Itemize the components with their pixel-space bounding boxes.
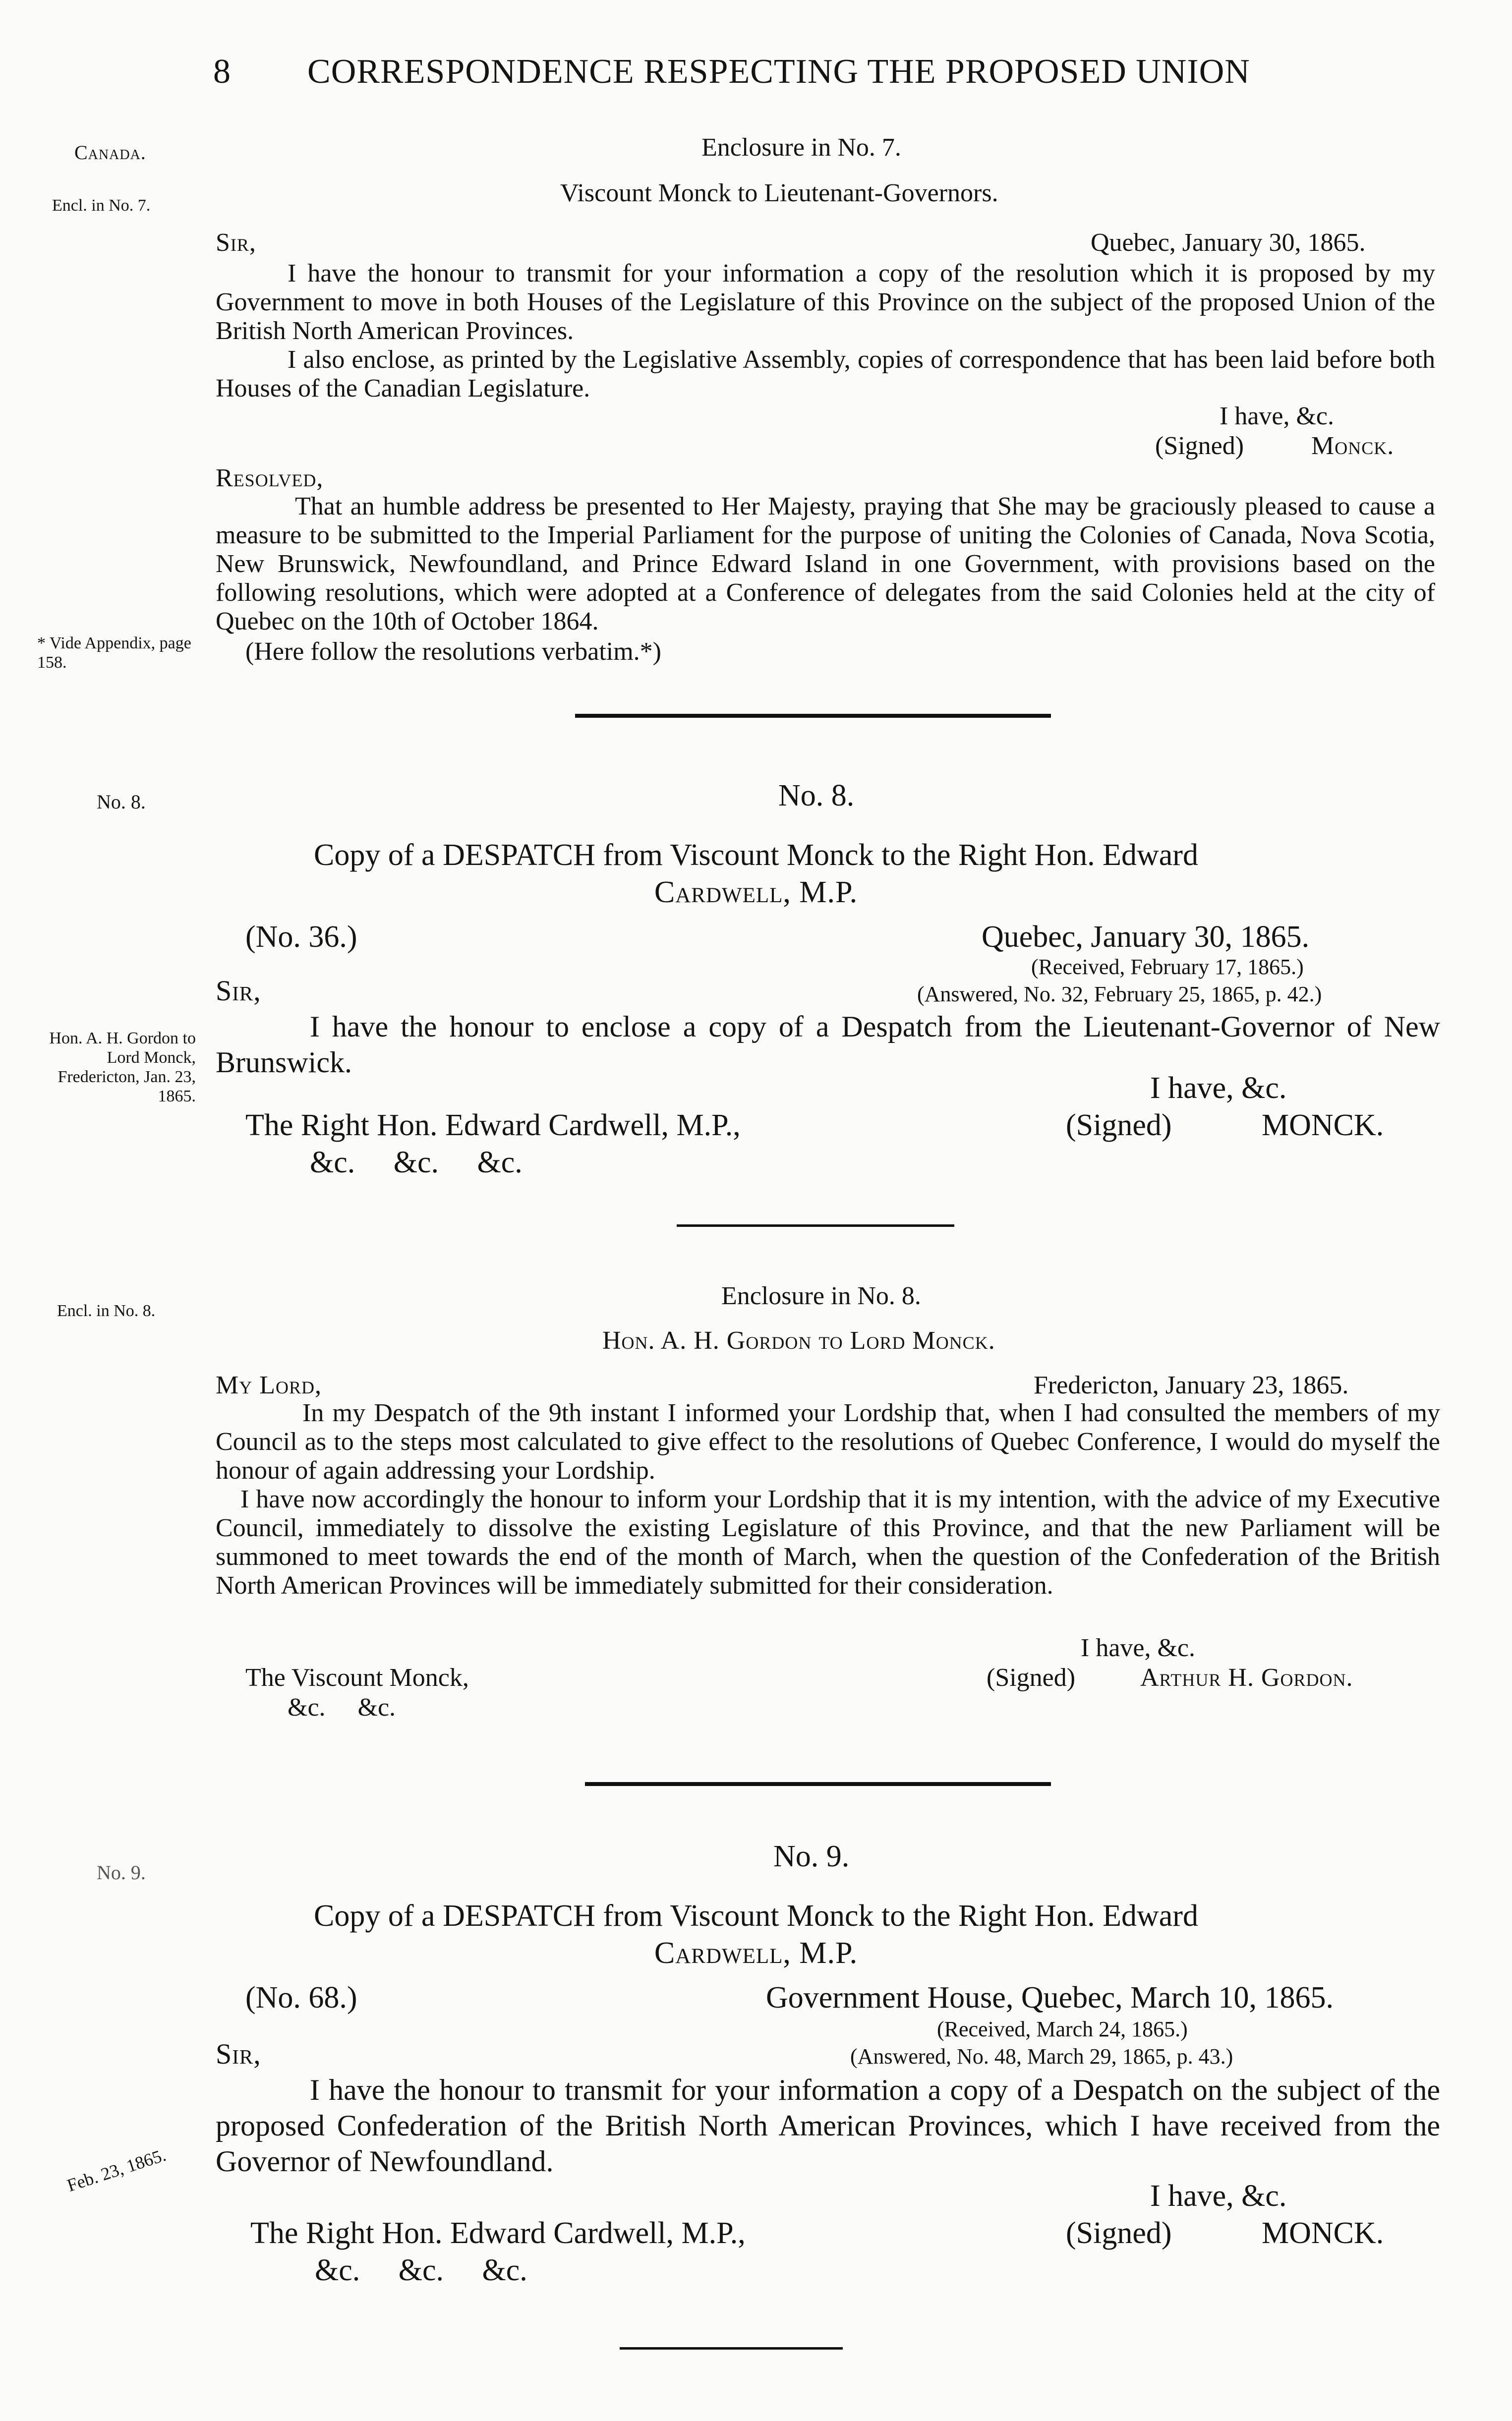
closing: I have, &c.: [1150, 2179, 1287, 2213]
addressee: The Viscount Monck,: [245, 1664, 469, 1692]
addressee-etc: &c. &c. &c.: [315, 2253, 527, 2287]
salutation: Sir,: [216, 229, 256, 257]
despatch-ref: (No. 68.): [245, 1981, 357, 2015]
section-number: No. 8.: [778, 779, 855, 812]
closing: I have, &c.: [1150, 1071, 1287, 1105]
margin-province: Canada.: [74, 141, 146, 164]
enclosure-8-heading: Enclosure in No. 8.: [721, 1282, 921, 1310]
margin-no-8: No. 8.: [97, 791, 146, 813]
received-note: (Received, February 17, 1865.): [1031, 955, 1304, 979]
signed-label: (Signed): [1155, 432, 1244, 460]
enclosure-7-heading: Enclosure in No. 7.: [701, 133, 901, 162]
signed-label: (Signed): [1066, 2216, 1172, 2250]
salutation: Sir,: [216, 975, 261, 1007]
despatch-ref: (No. 36.): [245, 920, 357, 954]
resolutions-note: (Here follow the resolutions verbatim.*): [245, 637, 661, 666]
signature: Arthur H. Gordon.: [1140, 1664, 1353, 1692]
margin-vide-appendix: * Vide Appendix, page 158.: [37, 634, 191, 672]
addressee-etc: &c. &c. &c.: [310, 1146, 523, 1179]
page-number: 8: [213, 53, 231, 91]
resolved-heading: Resolved,: [216, 464, 324, 492]
margin-no-9: No. 9.: [97, 1861, 146, 1884]
running-title: CORRESPONDENCE RESPECTING THE PROPOSED UNION: [307, 53, 1250, 91]
answered-note: (Answered, No. 32, February 25, 1865, p. 42.): [917, 982, 1322, 1006]
dateline: Government House, Quebec, March 10, 1865.: [766, 1981, 1334, 2015]
despatch-title-line-2: Cardwell, M.P.: [654, 875, 858, 909]
section-divider: [620, 2347, 843, 2350]
section-divider: [677, 1224, 954, 1227]
enclosure-7-subheading: Viscount Monck to Lieutenant-Governors.: [560, 179, 998, 207]
margin-reference: Hon. A. H. Gordon to Lord Monck, Fredericton, Jan. 23, 1865.: [49, 1029, 196, 1106]
margin-date: Feb. 23, 1865.: [64, 2144, 169, 2195]
dateline: Quebec, January 30, 1865.: [982, 920, 1310, 954]
section-divider: [585, 1782, 1051, 1786]
salutation: My Lord,: [216, 1371, 322, 1399]
margin-encl-8: Encl. in No. 8.: [57, 1302, 156, 1320]
section-divider: [575, 714, 1051, 718]
addressee: The Right Hon. Edward Cardwell, M.P.,: [245, 1108, 741, 1142]
enclosure-8-paragraph-2: I have now accordingly the honour to inform your Lordship that it is my intention, with the advice of my Executive Council, immediately to dissolve the existing Legislature of this Province, and that the new Parliament will be summoned to meet towards the end of the month of March, when the question of the Confederation of the British North American Provinces will be immediately submitted for their consideration.: [216, 1485, 1440, 1600]
dateline: Quebec, January 30, 1865.: [1091, 229, 1366, 257]
enclosure-8-paragraph-1: In my Despatch of the 9th instant I informed your Lordship that, when I had consulted the members of my Council as to the steps most calculated to give effect to the resolutions of Quebec Conference, I would do myself the honour of again addressing your Lordship.: [216, 1399, 1440, 1485]
signature: Monck.: [1311, 432, 1395, 460]
addressee-etc: &c. &c.: [288, 1693, 396, 1722]
enclosure-7-paragraph-1: I have the honour to transmit for your information a copy of the resolution which it is proposed by my Government to move in both Houses of the Legislature of this Province on the subject of the proposed Union of the British North American Provinces.: [216, 259, 1435, 345]
margin-encl-7: Encl. in No. 7.: [52, 196, 151, 215]
enclosure-8-subheading: Hon. A. H. Gordon to Lord Monck.: [602, 1326, 995, 1355]
signature: MONCK.: [1262, 2216, 1384, 2250]
salutation: Sir,: [216, 2038, 261, 2070]
closing: I have, &c.: [1081, 1634, 1196, 1662]
signature: MONCK.: [1262, 1108, 1384, 1142]
signed-label: (Signed): [987, 1664, 1076, 1692]
closing: I have, &c.: [1220, 402, 1335, 430]
enclosure-7-paragraph-2: I also enclose, as printed by the Legislative Assembly, copies of correspondence that has been laid before both Houses of the Canadian Legislature.: [216, 346, 1435, 403]
dateline: Fredericton, January 23, 1865.: [1034, 1371, 1349, 1399]
despatch-title: Copy of a DESPATCH from Viscount Monck to the Right Hon. Edward: [314, 1899, 1198, 1933]
addressee: The Right Hon. Edward Cardwell, M.P.,: [250, 2216, 746, 2250]
despatch-title: Copy of a DESPATCH from Viscount Monck to the Right Hon. Edward: [314, 838, 1198, 872]
despatch-body: I have the honour to transmit for your information a copy of a Despatch on the subject of the proposed Confederation of the British North American Provinces, which I have received from the Governor of Newfoundland.: [216, 2074, 1440, 2178]
despatch-title-line-2: Cardwell, M.P.: [654, 1936, 858, 1970]
resolution-text: That an humble address be presented to Her Majesty, praying that She may be graciously pleased to cause a measure to be submitted to the Imperial Parliament for the purpose of uniting the Colonies of Canada, Nova Scotia, New Brunswick, Newfoundland, and Prince Edward Island in one Government, with provisions based on the following resolutions, which were adopted at a Conference of delegates from the said Colonies held at the city of Quebec on the 10th of October 1864.: [216, 492, 1435, 635]
answered-note: (Answered, No. 48, March 29, 1865, p. 43.): [850, 2044, 1233, 2069]
signed-label: (Signed): [1066, 1108, 1172, 1142]
section-number: No. 9.: [773, 1840, 850, 1873]
despatch-body: I have the honour to enclose a copy of a Despatch from the Lieutenant-Governor of New Brunswick.: [216, 1010, 1440, 1079]
received-note: (Received, March 24, 1865.): [937, 2017, 1188, 2041]
